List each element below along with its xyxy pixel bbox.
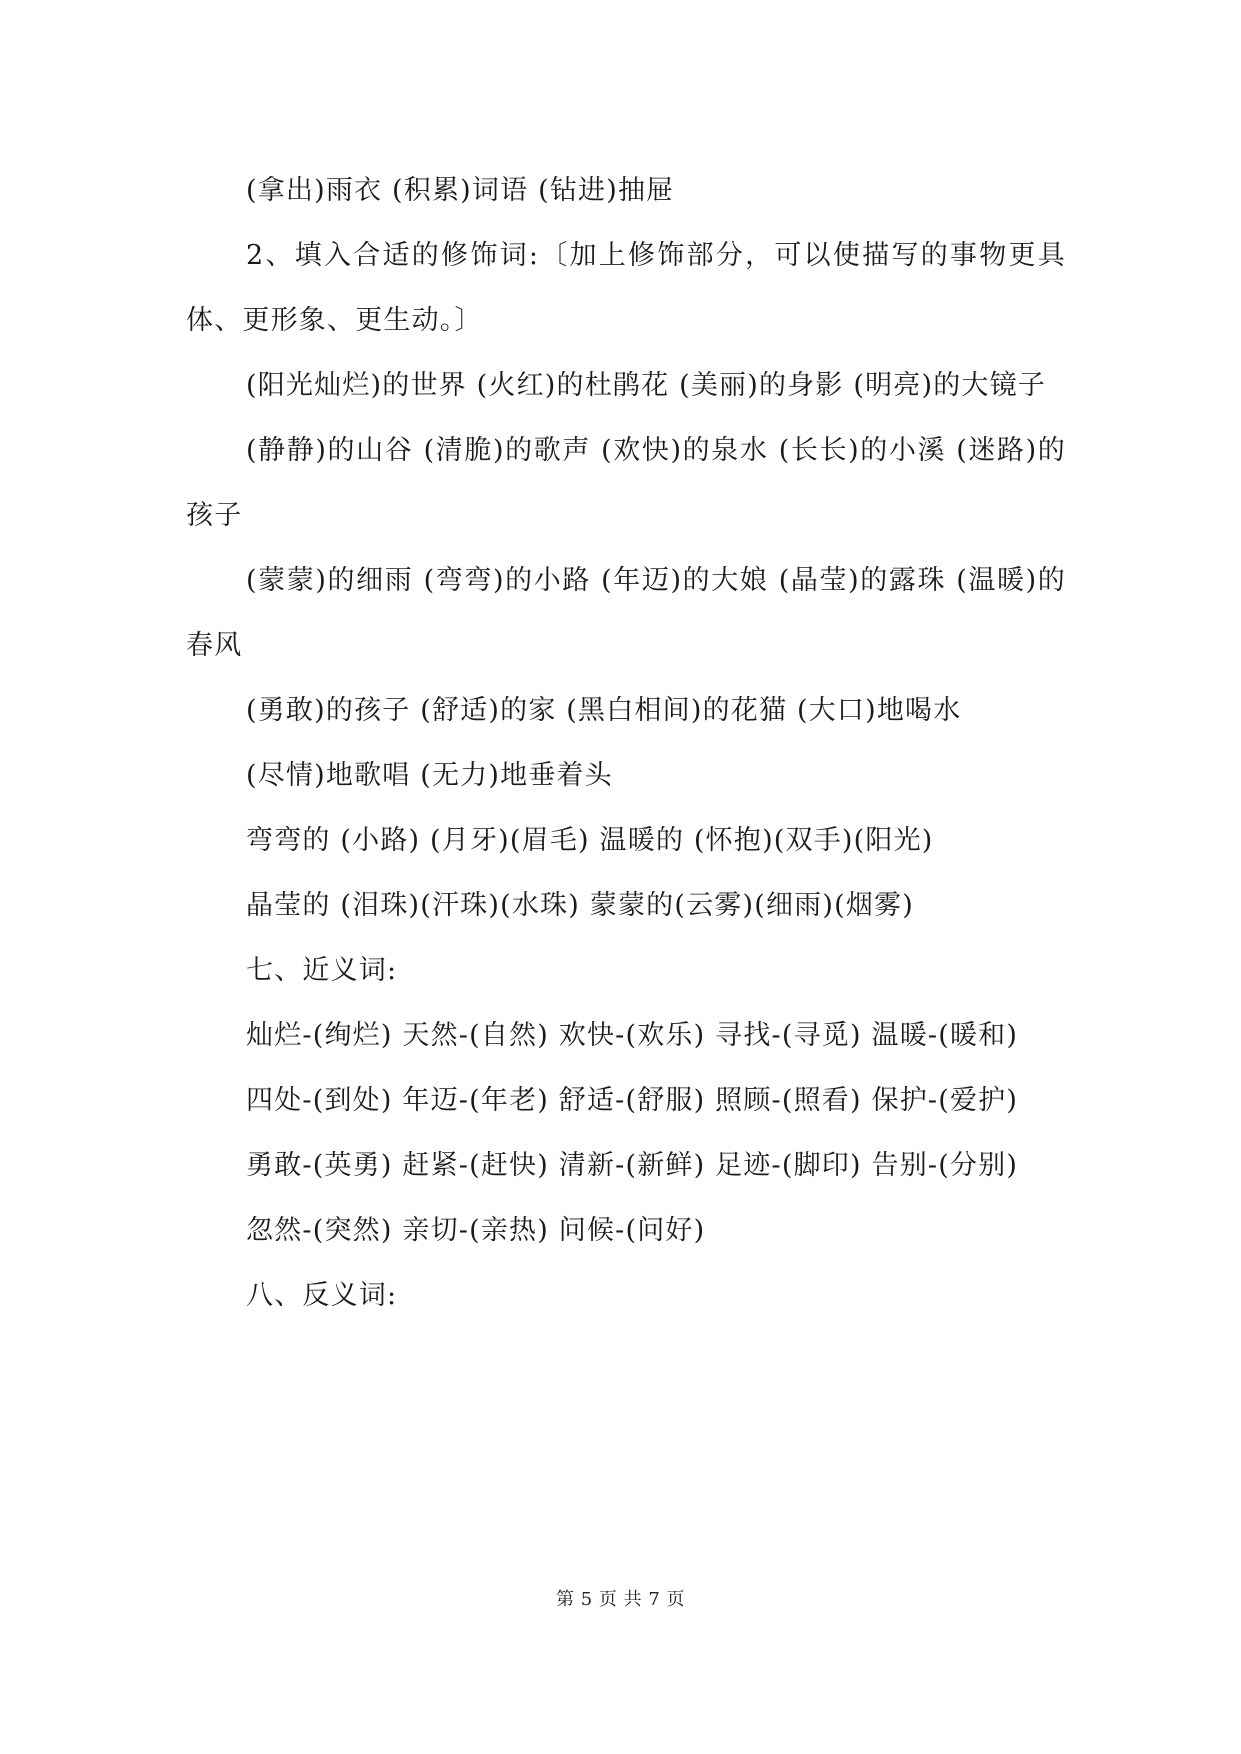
section-heading-synonyms: 七、近义词:: [246, 955, 398, 986]
paragraph-modifier-line-3: (蒙蒙)的细雨 (弯弯)的小路 (年迈)的大娘 (晶莹)的露珠 (温暖)的春风: [186, 565, 1066, 661]
paragraph-modifier-line-7: 晶莹的 (泪珠)(汗珠)(水珠) 蒙蒙的(云雾)(细雨)(烟雾): [246, 890, 914, 921]
document-body: [186, 158, 1066, 1328]
paragraph-modifier-line-6: 弯弯的 (小路) (月牙)(眉毛) 温暖的 (怀抱)(双手)(阳光): [246, 825, 934, 856]
paragraph-modifier-line-4: (勇敢)的孩子 (舒适)的家 (黑白相间)的花猫 (大口)地喝水: [246, 695, 962, 726]
paragraph-synonyms-2: 四处-(到处) 年迈-(年老) 舒适-(舒服) 照顾-(照看) 保护-(爱护): [246, 1085, 1019, 1116]
paragraph-synonyms-4: 忽然-(突然) 亲切-(亲热) 问候-(问好): [246, 1215, 706, 1246]
paragraph-modifier-line-2: (静静)的山谷 (清脆)的歌声 (欢快)的泉水 (长长)的小溪 (迷路)的孩子: [186, 435, 1066, 531]
paragraph-synonyms-1: 灿烂-(绚烂) 天然-(自然) 欢快-(欢乐) 寻找-(寻觅) 温暖-(暖和): [246, 1020, 1019, 1051]
paragraph-verb-object: (拿出)雨衣 (积累)词语 (钻进)抽屉: [246, 175, 675, 206]
paragraph-modifier-line-5: (尽情)地歌唱 (无力)地垂着头: [246, 760, 613, 791]
page-number-footer: 第 5 页 共 7 页: [555, 1589, 685, 1610]
paragraph-synonyms-3: 勇敢-(英勇) 赶紧-(赶快) 清新-(新鲜) 足迹-(脚印) 告别-(分别): [246, 1150, 1019, 1181]
paragraph-modifier-line-1: (阳光灿烂)的世界 (火红)的杜鹃花 (美丽)的身影 (明亮)的大镜子: [246, 370, 1047, 401]
paragraph-modifier-instruction: 2、填入合适的修饰词:〔加上修饰部分，可以使描写的事物更具体、更形象、更生动。〕: [186, 240, 1066, 336]
section-heading-antonyms: 八、反义词:: [246, 1280, 398, 1311]
